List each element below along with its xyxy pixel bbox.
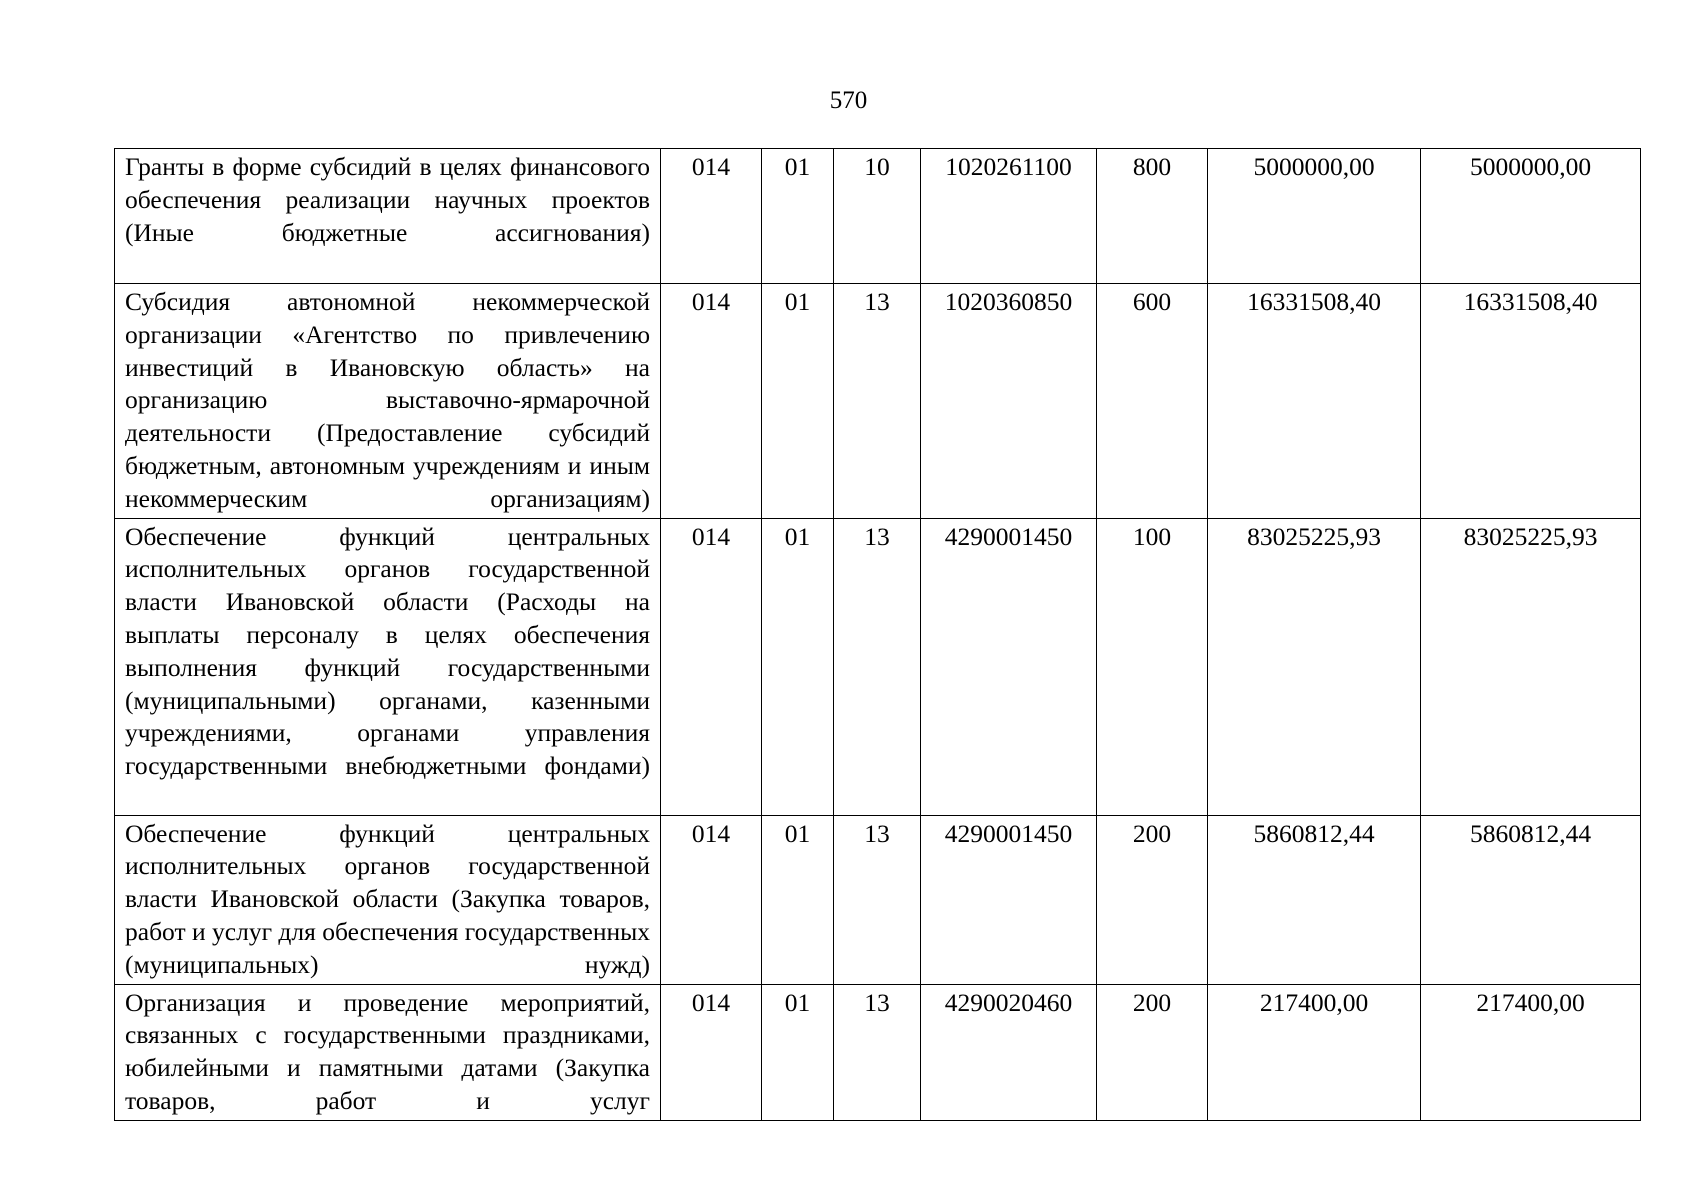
cell-amount-2: 5860812,44 (1421, 815, 1641, 984)
cell-description: Субсидия автономной некоммерческой организации «Агентство по привлечению инвестиций в Ивановскую область» на организацию выставочно-ярмарочной деятельности (Предоставление субсидий бюджетным, автономным учреждениям и иным некоммерческим организациям) (115, 284, 661, 519)
cell-amount-1: 5000000,00 (1208, 149, 1421, 284)
cell-amount-2: 217400,00 (1421, 984, 1641, 1120)
cell-ministry: 014 (661, 149, 762, 284)
cell-ministry: 014 (661, 518, 762, 815)
cell-ministry: 014 (661, 284, 762, 519)
table-row (115, 984, 1641, 1120)
table-row (115, 518, 1641, 815)
cell-ministry: 014 (661, 984, 762, 1120)
cell-ministry: 014 (661, 815, 762, 984)
cell-subsection: 13 (834, 815, 921, 984)
cell-section: 01 (762, 815, 834, 984)
cell-subsection: 13 (834, 984, 921, 1120)
cell-description: Обеспечение функций центральных исполнительных органов государственной власти Ивановской области (Закупка товаров, работ и услуг для обеспечения государственных (муниципальных) нужд) (115, 815, 661, 984)
cell-amount-1: 5860812,44 (1208, 815, 1421, 984)
cell-amount-2: 83025225,93 (1421, 518, 1641, 815)
budget-table (114, 148, 1641, 1121)
cell-target-article: 4290001450 (921, 518, 1097, 815)
table-row (115, 815, 1641, 984)
cell-amount-1: 83025225,93 (1208, 518, 1421, 815)
cell-target-article: 1020360850 (921, 284, 1097, 519)
table-row (115, 284, 1641, 519)
cell-amount-2: 16331508,40 (1421, 284, 1641, 519)
cell-section: 01 (762, 984, 834, 1120)
cell-expense-type: 600 (1097, 284, 1208, 519)
table-row (115, 149, 1641, 284)
cell-expense-type: 200 (1097, 984, 1208, 1120)
cell-expense-type: 800 (1097, 149, 1208, 284)
cell-subsection: 13 (834, 518, 921, 815)
cell-target-article: 4290001450 (921, 815, 1097, 984)
cell-section: 01 (762, 518, 834, 815)
cell-amount-1: 16331508,40 (1208, 284, 1421, 519)
cell-description: Гранты в форме субсидий в целях финансового обеспечения реализации научных проектов (Иные бюджетные ассигнования) (115, 149, 661, 284)
cell-section: 01 (762, 149, 834, 284)
cell-target-article: 1020261100 (921, 149, 1097, 284)
cell-section: 01 (762, 284, 834, 519)
page-number: 570 (829, 87, 868, 114)
cell-expense-type: 200 (1097, 815, 1208, 984)
cell-target-article: 4290020460 (921, 984, 1097, 1120)
cell-amount-2: 5000000,00 (1421, 149, 1641, 284)
cell-description: Обеспечение функций центральных исполнительных органов государственной власти Ивановской области (Расходы на выплаты персоналу в целях обеспечения выполнения функций государственными (муниципальными) органами, казенными учреждениями, органами управления государственными внебюджетными фондами) (115, 518, 661, 815)
cell-amount-1: 217400,00 (1208, 984, 1421, 1120)
cell-subsection: 10 (834, 149, 921, 284)
cell-description: Организация и проведение мероприятий, связанных с государственными праздниками, юбилейными и памятными датами (Закупка товаров, работ и услуг (115, 984, 661, 1120)
cell-expense-type: 100 (1097, 518, 1208, 815)
cell-subsection: 13 (834, 284, 921, 519)
